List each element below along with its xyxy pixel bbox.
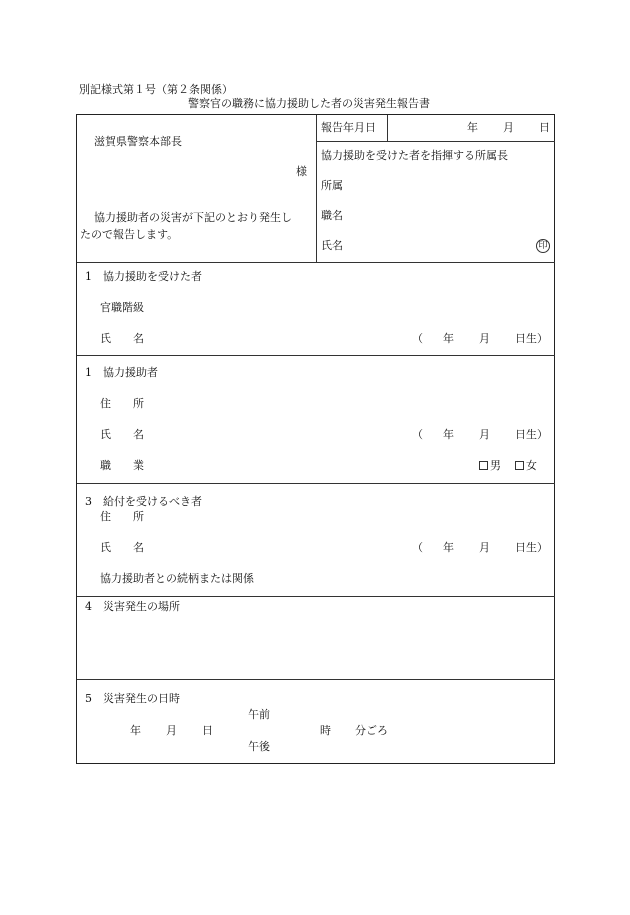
seal-icon: 印 bbox=[536, 239, 550, 253]
section3-birth-day[interactable]: 日生） bbox=[515, 541, 548, 554]
section2-heading: 1 協力援助者 bbox=[85, 366, 158, 379]
am-label[interactable]: 午前 bbox=[248, 708, 270, 721]
section1-birth-day[interactable]: 日生） bbox=[515, 332, 548, 345]
section2-name-label: 氏 名 bbox=[100, 428, 144, 441]
checkbox-icon bbox=[479, 461, 488, 470]
report-month[interactable]: 月 bbox=[503, 121, 514, 134]
message-line2: たので報告します。 bbox=[80, 228, 179, 241]
section4-heading: 4 災害発生の場所 bbox=[85, 600, 180, 613]
checkbox-icon bbox=[515, 461, 524, 470]
message-line1: 協力援助者の災害が下記のとおり発生し bbox=[94, 211, 292, 224]
section5-top-line bbox=[77, 679, 555, 680]
section5-heading: 5 災害発生の日時 bbox=[85, 692, 180, 705]
female-checkbox[interactable] bbox=[515, 460, 537, 471]
section3-birth-month[interactable]: 月 bbox=[479, 541, 490, 554]
section1-birth-open: （ bbox=[412, 332, 423, 345]
disaster-place-field[interactable] bbox=[80, 616, 550, 674]
section5-month[interactable]: 月 bbox=[166, 724, 177, 737]
date-row-divider bbox=[316, 141, 555, 142]
report-year[interactable]: 年 bbox=[467, 121, 478, 134]
section1-rank-label: 官職階級 bbox=[100, 301, 144, 314]
section1-top-line bbox=[77, 262, 555, 263]
section2-address-label: 住 所 bbox=[100, 397, 144, 410]
section3-relation-label: 協力援助者との続柄または関係 bbox=[100, 572, 254, 585]
report-day[interactable]: 日 bbox=[539, 121, 550, 134]
commander-name-label: 氏名 bbox=[321, 239, 343, 252]
section5-day[interactable]: 日 bbox=[202, 724, 213, 737]
section2-top-line bbox=[77, 355, 555, 356]
section5-minute[interactable]: 分ごろ bbox=[355, 724, 388, 737]
section2-birth-year[interactable]: 年 bbox=[443, 428, 454, 441]
report-date-label: 報告年月日 bbox=[321, 121, 376, 134]
section5-year[interactable]: 年 bbox=[130, 724, 141, 737]
section2-birth-month[interactable]: 月 bbox=[479, 428, 490, 441]
top-divider-vertical bbox=[316, 115, 317, 262]
section1-birth-month[interactable]: 月 bbox=[479, 332, 490, 345]
section1-birth-year[interactable]: 年 bbox=[443, 332, 454, 345]
section3-top-line bbox=[77, 483, 555, 484]
commander-label: 協力援助を受けた者を指揮する所属長 bbox=[321, 149, 508, 162]
date-label-divider bbox=[387, 115, 388, 141]
section5-hour[interactable]: 時 bbox=[320, 724, 331, 737]
section1-heading: 1 協力援助を受けた者 bbox=[85, 270, 202, 283]
position-label: 職名 bbox=[321, 209, 343, 222]
female-label: 女 bbox=[526, 459, 537, 472]
form-number: 別記様式第１号（第２条関係） bbox=[79, 83, 233, 96]
pm-label[interactable]: 午後 bbox=[248, 740, 270, 753]
section3-birth-year[interactable]: 年 bbox=[443, 541, 454, 554]
form-title: 警察官の職務に協力援助した者の災害発生報告書 bbox=[188, 97, 430, 110]
male-checkbox[interactable] bbox=[479, 460, 501, 471]
section1-name-label: 氏 名 bbox=[100, 332, 144, 345]
honorific: 様 bbox=[296, 165, 307, 178]
section3-address-label: 住 所 bbox=[100, 510, 144, 523]
section2-birth-day[interactable]: 日生） bbox=[515, 428, 548, 441]
addressee: 滋賀県警察本部長 bbox=[94, 135, 182, 148]
section4-top-line bbox=[77, 596, 555, 597]
section3-heading: 3 給付を受けるべき者 bbox=[85, 495, 202, 508]
male-label: 男 bbox=[490, 459, 501, 472]
section3-birth-open: （ bbox=[412, 541, 423, 554]
affiliation-label: 所属 bbox=[321, 179, 343, 192]
section2-birth-open: （ bbox=[412, 428, 423, 441]
section2-occupation-label: 職 業 bbox=[100, 459, 144, 472]
section3-name-label: 氏 名 bbox=[100, 541, 144, 554]
